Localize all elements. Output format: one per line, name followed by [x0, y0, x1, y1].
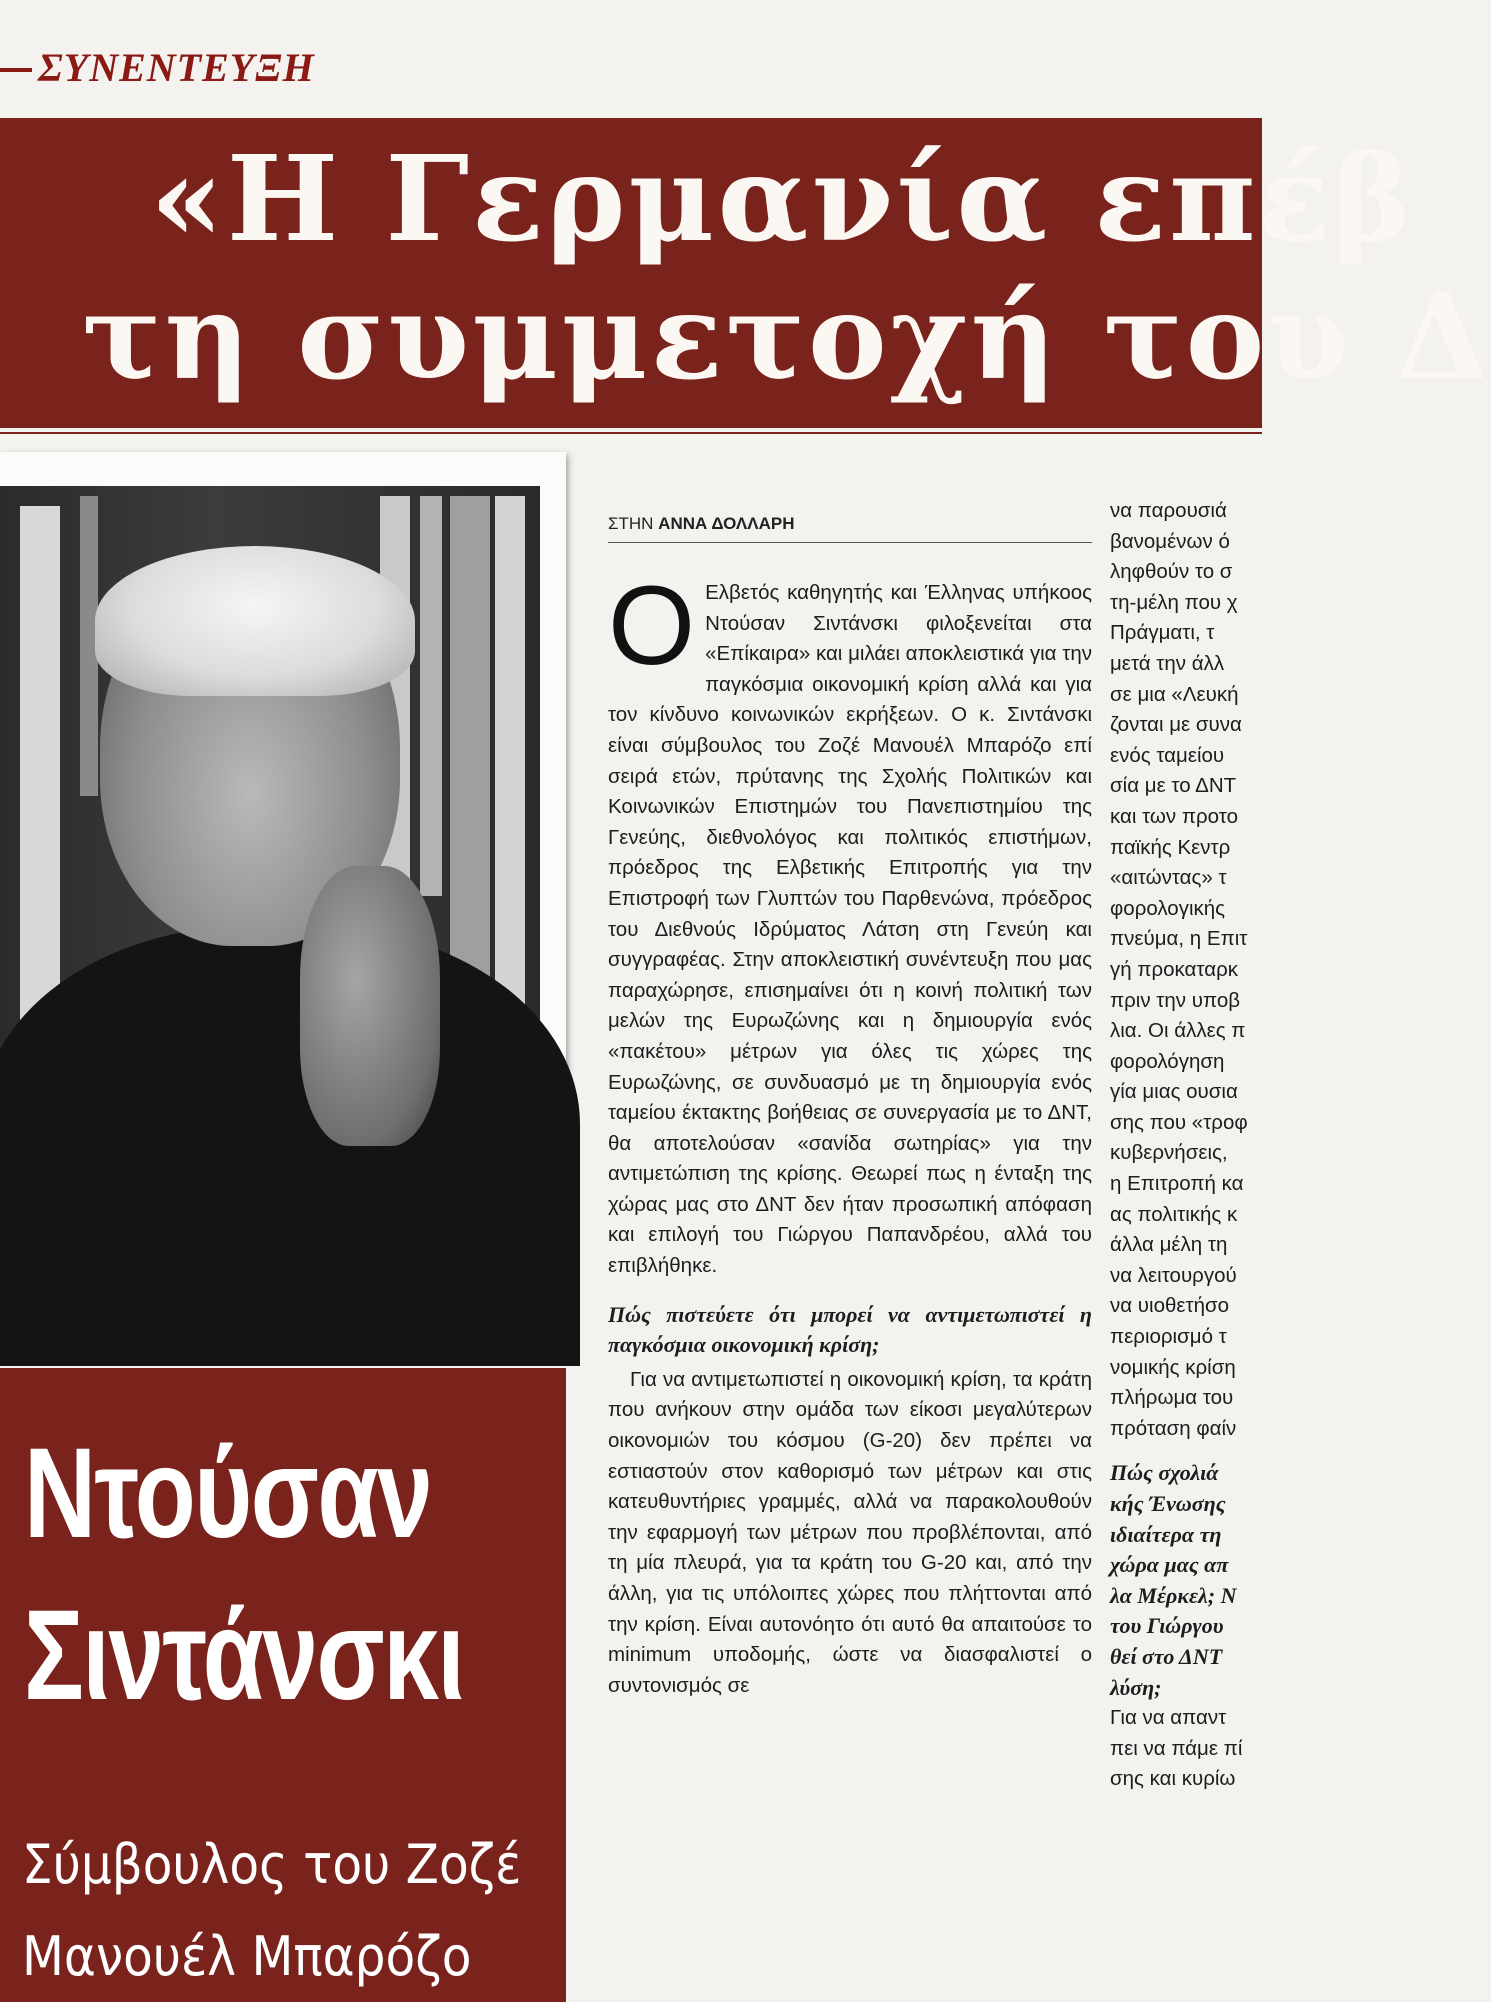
book-spine: [450, 496, 490, 1016]
portrait-photo: [0, 486, 540, 1326]
column-2-line: ληφθούν το σ: [1110, 560, 1233, 584]
interviewee-first-name: Ντούσαν: [24, 1422, 432, 1565]
byline: [608, 514, 1092, 543]
column-2-line: πλήρωμα του: [1110, 1386, 1234, 1410]
column-2-line: παϊκής Κεντρ: [1110, 835, 1231, 859]
book-spine: [495, 496, 525, 1056]
dropcap: Ο: [608, 563, 696, 688]
article-column-2: [1110, 496, 1262, 1795]
answer-2-line: Για να απαντ: [1110, 1706, 1227, 1730]
column-2-line: λια. Οι άλλες π: [1110, 1019, 1246, 1043]
intro-text: Ελβετός καθηγητής και Έλληνας υπήκοος Ντούσαν Σιντάνσκι φιλοξενείται στα «Επίκαιρα» και μιλάει αποκλειστικά για την παγκόσμια οικονομική κρίση αλλά και για τον κίνδυνο κοινωνικών εκρήξεων. Ο κ. Σιντάνσκι είναι σύμβουλος του Ζοζέ Μανουέλ Μπαρόζο επί σειρά ετών, πρύτανης της Σχολής Πολιτικών και Κοινωνικών Επιστημών του Πανεπιστημίου της Γενεύης, διεθνολόγος και πολιτικός επιστήμων, πρόεδρος της Ελβετικής Επιτροπής για την Επιστροφή των Γλυπτών του Παρθενώνα, πρόεδρος του Διεθνούς Ιδρύματος Λάτση στη Γενεύη και συγγραφέας. Στην αποκλειστική συνέντευξη που μας παραχώρησε, επισημαίνει ότι η κοινή πολιτική των μελών της Ευρωζώνης και η δημιουργία ενός «πακέτου» μέτρων για όλες τις χώρες της Ευρωζώνης, σε συνδυασμό με τη δημιουργία ενός ταμείου έκτακτης βοήθειας σε συνεργασία με το ΔΝΤ, θα αποτελούσαν «σανίδα σωτηρίας» για την αντιμετώπιση της κρίσης. Θεωρεί πως η ένταξη της χώρας μας στο ΔΝΤ δεν ήταν προσωπική απόφαση και επιλογή του Γιώργου Παπανδρέου, αλλά του επιβλήθηκε.: [608, 581, 1092, 1278]
column-2-line: μετά την άλλ: [1110, 651, 1225, 675]
column-2-line: να υιοθετήσο: [1110, 1294, 1230, 1318]
column-2-line: η Επιτροπή κα: [1110, 1172, 1244, 1196]
question-2-line: κής Ένωσης: [1110, 1491, 1226, 1516]
column-2-line: «αιτώντας» τ: [1110, 866, 1227, 890]
question-2-line: του Γιώργου: [1110, 1613, 1224, 1639]
column-2-line: περιορισμό τ: [1110, 1325, 1227, 1349]
question-2-line: χώρα μας απ: [1110, 1552, 1229, 1578]
portrait-hand: [300, 866, 440, 1146]
column-2-lines: [1110, 496, 1262, 1444]
column-2-line: πνεύμα, η Επιτ: [1110, 927, 1248, 951]
answer-2: [1110, 1703, 1262, 1795]
interviewee-role-line-2: Μανουέλ Μπαρόζο: [22, 1925, 472, 1988]
byline-prefix: ΣΤΗΝ: [608, 514, 659, 533]
column-2-line: φορολογικής: [1110, 896, 1226, 920]
column-2-line: να παρουσιά: [1110, 499, 1227, 522]
column-2-line: ζονται με συνα: [1110, 713, 1242, 737]
headline-line-2: τη συμμετοχή του Δ: [82, 267, 1491, 406]
portrait-jacket: [0, 926, 580, 1366]
column-2-line: ενός ταμείου: [1110, 743, 1225, 767]
column-2-line: άλλα μέλη τη: [1110, 1233, 1228, 1257]
column-2-line: βανομένων ό: [1110, 529, 1230, 553]
question-1: Πώς πιστεύετε ότι μπορεί να αντιμετωπιστεί η παγκόσμια οικονομική κρίση;: [608, 1301, 1092, 1358]
intro-paragraph: [608, 563, 1092, 1282]
answer-1: Για να αντιμετωπιστεί η οικονομική κρίση, τα κράτη που ανήκουν στην ομάδα των είκοσι μεγαλύτερων οικονομιών του κόσμου (G-20) δεν πρέπει να εστιαστούν στον καθορισμό των μέτρων και στις κατευθυντήριες γραμμές, αλλά να παρακολουθούν την εφαρμογή των μέτρων που προβλέπονται, από τη μία πλευρά, για τα κράτη του G-20 και, από την άλλη, για τις υπόλοιπες χώρες που πλήττονται από την κρίση. Είναι αυτονόητο ότι αυτό θα απαιτούσε το minimum υποδομής, ώστε να διασφαλιστεί ο συντονισμός σε: [608, 1367, 1092, 1697]
question-2-line: ιδιαίτερα τη: [1110, 1521, 1222, 1547]
column-2-line: νομικής κρίση: [1110, 1355, 1236, 1379]
column-2-line: πριν την υποβ: [1110, 988, 1241, 1012]
byline-author: ΑΝΝΑ ΔΟΛΛΑΡΗ: [658, 514, 795, 533]
bookshelf: [20, 506, 60, 1066]
column-2-line: τη-μέλη που χ: [1110, 590, 1238, 614]
portrait-hair: [95, 546, 415, 696]
interviewee-role-line-1: Σύμβουλος του Ζοζέ: [22, 1833, 522, 1896]
section-rule: [0, 68, 32, 72]
headline-line-1: «Η Γερμανία επέβ: [150, 129, 1415, 268]
question-2-line: λύση;: [1110, 1674, 1162, 1700]
column-2-line: και των προτο: [1110, 804, 1238, 828]
interviewee-last-name: Σιντάνσκι: [24, 1584, 464, 1727]
book-spine: [420, 496, 442, 896]
question-2: [1110, 1458, 1262, 1703]
question-2-line: θεί στο ΔΝΤ: [1110, 1643, 1223, 1669]
question-2-line: λα Μέρκελ; Ν: [1110, 1582, 1237, 1608]
column-2-line: σης που «τροφ: [1110, 1110, 1248, 1134]
column-2-line: ας πολιτικής κ: [1110, 1202, 1238, 1226]
column-2-line: κυβερνήσεις,: [1110, 1141, 1228, 1165]
column-2-line: Πράγματι, τ: [1110, 621, 1215, 645]
column-2-line: σε μια «Λευκή: [1110, 682, 1239, 706]
answer-2-line: σης και κυρίω: [1110, 1767, 1236, 1791]
column-2-line: πρόταση φαίν: [1110, 1416, 1237, 1440]
question-2-line: Πώς σχολιά: [1110, 1460, 1219, 1486]
column-2-line: γία μιας ουσια: [1110, 1080, 1238, 1104]
headline-underline: [0, 432, 1262, 434]
column-2-line: να λειτουργού: [1110, 1263, 1237, 1287]
column-2-line: φορολόγηση: [1110, 1049, 1225, 1073]
section-label: ΣΥΝΕΝΤΕΥΞΗ: [38, 45, 315, 90]
column-2-line: σία με το ΔΝΤ: [1110, 774, 1237, 798]
answer-2-line: πει να πάμε πί: [1110, 1736, 1243, 1760]
column-2-line: γή προκαταρκ: [1110, 957, 1238, 981]
article-column-1: [608, 563, 1092, 1701]
column-2-spacer: [1110, 1444, 1262, 1458]
